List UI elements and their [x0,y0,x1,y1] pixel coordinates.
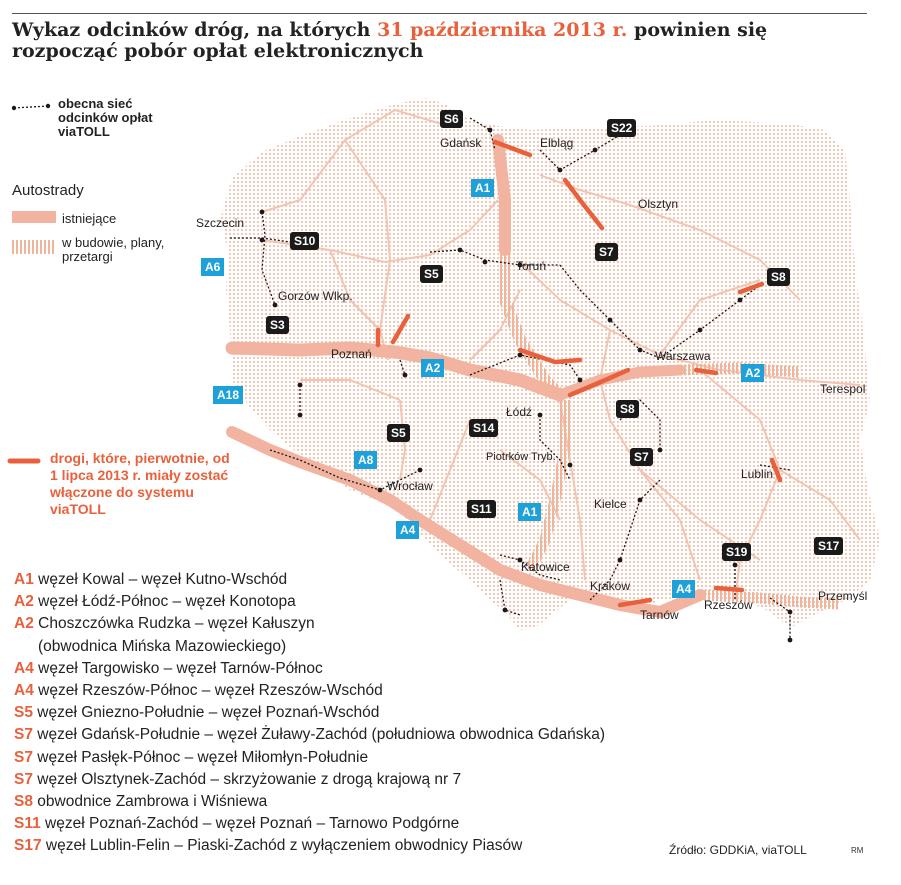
badge-s14: S14 [469,419,498,437]
legend-existing: istniejące [62,211,117,226]
city-rzeszow: Rzeszów [704,598,753,612]
city-warszawa: Warszawa [655,349,711,363]
section-code: A2 [14,615,34,633]
section-item [14,636,734,658]
badge-s6: S6 [440,110,463,128]
section-item [14,747,734,769]
title-part1: Wykaz odcinków dróg, na których [12,19,378,41]
section-text: węzeł Rzeszów-Północ – węzeł Rzeszów-Wschód [33,682,383,700]
badge-s5-north: S5 [420,265,443,283]
city-przemysl: Przemyśl [818,589,868,603]
section-text: węzeł Olsztynek-Zachód – skrzyżowanie z drogą krajową nr 7 [32,770,462,788]
section-code: S11 [14,815,41,833]
city-elblag: Elbląg [540,136,574,150]
section-item [14,702,734,724]
badge-a1-north: A1 [471,179,494,197]
author-credit: RM [851,846,864,855]
section-text: węzeł Poznań-Zachód – węzeł Poznań – Tarnowo Podgórne [40,815,460,833]
section-text: obwodnice Zambrowa i Wiśniewa [32,793,268,811]
source-note: Źródło: GDDKiA, viaTOLL [669,843,807,857]
legend-viatoll: obecna sieć odcinków opłat viaTOLL [58,96,153,139]
legend-orange-note: drogi, które, pierwotnie, od 1 lipca 2013 r. miały zostać włączone do systemu viaTOLL [50,450,230,517]
city-katowice: Katowice [521,560,570,574]
badge-a4-west: A4 [396,521,419,539]
section-item [14,769,734,791]
badge-a8: A8 [354,451,377,469]
badge-a2-center: A2 [421,359,444,377]
section-text: węzeł Gdańsk-Południe – węzeł Żuławy-Zachód (południowa obwodnica Gdańska) [32,726,606,744]
section-text: Choszczówka Rudzka – węzeł Kałuszyn [33,615,315,633]
section-code: S7 [14,770,33,788]
section-text: węzeł Pasłęk-Północ – węzeł Miłomłyn-Południe [32,748,369,766]
section-item [14,569,734,591]
badge-a18: A18 [213,386,243,404]
section-code: S8 [14,793,33,811]
city-olsztyn: Olsztyn [638,197,679,211]
badge-s19: S19 [722,543,751,561]
section-text: węzeł Targowisko – węzeł Tarnów-Północ [33,659,323,677]
badge-a4-east: A4 [672,580,695,598]
section-code: A1 [14,571,34,588]
title-date: 31 października 2013 r. [377,19,628,41]
badge-s7-north: S7 [595,243,618,261]
section-text: węzeł Kowal – węzeł Kutno-Wschód [33,571,288,588]
section-code: S17 [14,837,42,855]
section-text: węzeł Lublin-Felin – Piaski-Zachód z wyłączeniem obwodnicy Piasów [41,837,523,855]
section-code: A4 [14,682,34,700]
section-item [14,613,734,635]
city-szczecin: Szczecin [196,216,245,230]
badge-s5-south: S5 [387,424,410,442]
section-item [14,658,734,680]
section-item [14,680,734,702]
city-poznan: Poznań [331,347,372,361]
section-code: S5 [14,704,33,722]
legend-autostrady-heading: Autostrady [12,182,84,199]
city-gdansk: Gdańsk [440,136,482,150]
city-lublin: Lublin [741,467,774,481]
section-item [14,835,734,857]
section-text: (obwodnica Mińska Mazowieckiego) [38,637,287,655]
badge-s3: S3 [266,316,289,334]
section-text: węzeł Gniezno-Południe – węzeł Poznań-Wschód [32,704,380,722]
section-item [14,813,734,835]
city-tarnow: Tarnów [640,608,679,622]
city-piotrkow: Piotrków Tryb. [486,451,556,463]
badge-s10: S10 [290,232,319,250]
badge-s17: S17 [814,537,843,555]
section-code: A2 [14,593,34,611]
legend-under-construction: w budowie, plany, przetargi [62,235,165,264]
city-terespol: Terespol [820,382,866,396]
city-kielce: Kielce [594,497,627,511]
section-code: S7 [14,748,33,766]
section-item [14,791,734,813]
sections-list [14,569,734,858]
badge-s8-center: S8 [616,400,639,418]
badge-a1-south: A1 [518,503,541,521]
badge-s11: S11 [467,500,496,518]
badge-s22: S22 [607,119,636,137]
city-torun: Toruń [516,259,547,273]
legend-samples [10,104,56,461]
section-item [14,724,734,746]
section-code: S7 [14,726,33,744]
badge-s8-east: S8 [767,268,790,286]
section-text: węzeł Łódź-Północ – węzeł Konotopa [33,593,296,611]
badge-s7-south: S7 [630,448,653,466]
badge-a6: A6 [201,258,224,276]
city-krakow: Kraków [590,579,631,593]
title-part2: powinien się rozpocząć pobór opłat elektronicznych [12,19,768,62]
section-item [14,591,734,613]
city-gorzow: Gorzów Wlkp. [278,289,353,303]
section-code: A4 [14,659,34,677]
city-wroclaw: Wrocław [387,479,433,493]
badge-a2-east: A2 [741,364,764,382]
city-lodz: Łódź [506,405,533,419]
